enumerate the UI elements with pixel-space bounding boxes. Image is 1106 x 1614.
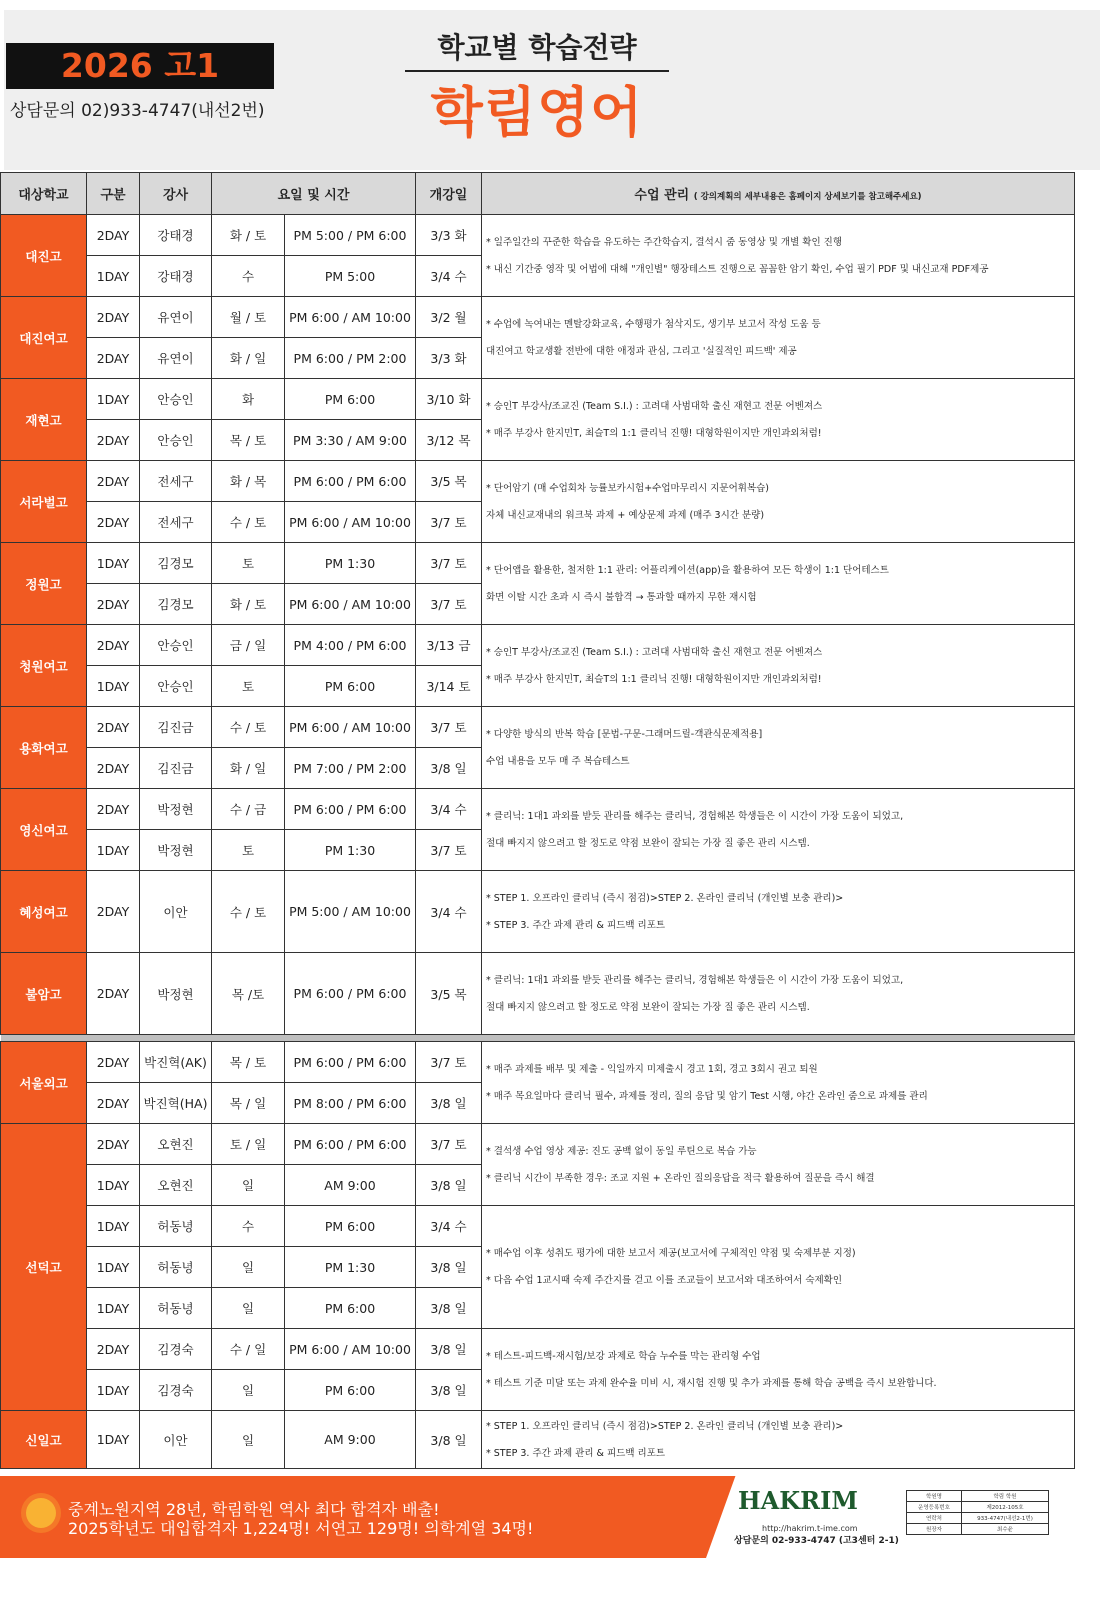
teacher-cell: 김진금	[140, 707, 212, 748]
days-cell: 일	[212, 1247, 285, 1288]
type-cell: 1DAY	[87, 1370, 140, 1411]
table-row	[1, 1411, 1075, 1469]
time-cell: PM 6:00 / AM 10:00	[285, 707, 416, 748]
type-cell: 2DAY	[87, 748, 140, 789]
start-cell: 3/8 일	[416, 1370, 482, 1411]
license-cell: 학림 학원	[962, 1491, 1049, 1502]
type-cell: 1DAY	[87, 1165, 140, 1206]
start-cell: 3/8 일	[416, 1411, 482, 1469]
teacher-cell: 박정현	[140, 830, 212, 871]
teacher-cell: 강태경	[140, 256, 212, 297]
footer-line-2: 2025학년도 대입합격자 1,224명! 서연고 129명! 의학계열 34명!	[68, 1519, 534, 1538]
type-cell: 1DAY	[87, 543, 140, 584]
start-cell: 3/12 목	[416, 420, 482, 461]
website-link[interactable]: http://hakrim.t-ime.com	[762, 1524, 858, 1533]
management-line: * STEP 3. 주간 과제 관리 & 피드백 리포트	[486, 1447, 666, 1459]
type-cell: 2DAY	[87, 1124, 140, 1165]
type-cell: 2DAY	[87, 297, 140, 338]
time-cell: AM 9:00	[285, 1411, 416, 1469]
time-cell: PM 5:00 / AM 10:00	[285, 871, 416, 953]
teacher-cell: 박진혁(AK)	[140, 1042, 212, 1083]
type-cell: 2DAY	[87, 215, 140, 256]
footer-line-1: 중계노원지역 28년, 학림학원 역사 최다 합격자 배출!	[68, 1500, 440, 1519]
type-cell: 1DAY	[87, 830, 140, 871]
type-cell: 2DAY	[87, 953, 140, 1035]
table-header-row	[1, 173, 1075, 215]
management-cell	[482, 379, 1075, 461]
license-row	[907, 1502, 1049, 1513]
teacher-cell: 오현진	[140, 1124, 212, 1165]
time-cell: PM 1:30	[285, 830, 416, 871]
teacher-cell: 이안	[140, 1411, 212, 1469]
management-cell	[482, 953, 1075, 1035]
time-cell: PM 6:00	[285, 1370, 416, 1411]
management-line: * 내신 기간중 영작 및 어법에 대해 "개인별" 행장테스트 진행으로 꼼꼼한 암기 확인, 수업 필기 PDF 및 내신교재 PDF제공	[486, 263, 989, 275]
days-cell: 토	[212, 543, 285, 584]
teacher-cell: 허동녕	[140, 1206, 212, 1247]
time-cell: PM 5:00	[285, 256, 416, 297]
type-cell: 2DAY	[87, 625, 140, 666]
management-line: * 테스트-피드백-재시험/보강 과제로 학습 누수를 막는 관리형 수업	[486, 1350, 761, 1362]
management-line: 수업 내용을 모두 매 주 복습테스트	[486, 755, 630, 767]
start-cell: 3/2 월	[416, 297, 482, 338]
management-line: * 단어앱을 활용한, 철저한 1:1 관리: 어플리케이션(app)을 활용하여 모든 학생이 1:1 단어테스트	[486, 564, 889, 576]
teacher-cell: 유연이	[140, 338, 212, 379]
col-schedule: 요일 및 시간	[212, 173, 416, 215]
days-cell: 목 / 일	[212, 1083, 285, 1124]
teacher-cell: 박진혁(HA)	[140, 1083, 212, 1124]
time-cell: PM 4:00 / PM 6:00	[285, 625, 416, 666]
school-cell: 신일고	[1, 1411, 87, 1469]
management-line: * 클리닉: 1대1 과외를 받듯 관리를 해주는 클리닉, 경험해본 학생들은 이 시간이 가장 도움이 되었고,	[486, 810, 904, 822]
type-cell: 2DAY	[87, 338, 140, 379]
footer	[0, 1472, 1106, 1614]
sun-icon	[26, 1498, 56, 1528]
teacher-cell: 김경숙	[140, 1329, 212, 1370]
time-cell: PM 6:00 / AM 10:00	[285, 584, 416, 625]
table-row	[1, 1206, 1075, 1247]
type-cell: 2DAY	[87, 1042, 140, 1083]
management-line: * 승인T 부강사/조교진 (Team S.I.) : 고려대 사범대학 출신 재현고 전문 어벤져스	[486, 646, 823, 658]
type-cell: 2DAY	[87, 584, 140, 625]
management-line: 절대 빠지지 않으려고 할 정도로 약점 보완이 잘되는 가장 질 좋은 관리 시스템.	[486, 1001, 810, 1013]
teacher-cell: 김경숙	[140, 1370, 212, 1411]
year-badge: 2026 고1	[6, 43, 274, 89]
type-cell: 2DAY	[87, 1083, 140, 1124]
time-cell: AM 9:00	[285, 1165, 416, 1206]
management-line: 절대 빠지지 않으려고 할 정도로 약점 보완이 잘되는 가장 질 좋은 관리 시스템.	[486, 837, 810, 849]
days-cell: 금 / 일	[212, 625, 285, 666]
schedule-table	[0, 172, 1075, 1469]
management-line: * 매주 목요일마다 클리닉 필수, 과제를 정리, 질의 응답 및 암기 Test 시행, 야간 온라인 줌으로 과제를 관리	[486, 1090, 928, 1102]
start-cell: 3/7 토	[416, 830, 482, 871]
school-cell: 대진여고	[1, 297, 87, 379]
type-cell: 2DAY	[87, 789, 140, 830]
days-cell: 목 / 토	[212, 420, 285, 461]
management-line: * 클리닉: 1대1 과외를 받듯 관리를 해주는 클리닉, 경험해본 학생들은 이 시간이 가장 도움이 되었고,	[486, 974, 904, 986]
time-cell: PM 6:00 / PM 6:00	[285, 461, 416, 502]
management-line: * 매주 부강사 한지민T, 최슬T의 1:1 클리닉 진행! 대형학원이지만 개인과외처럼!	[486, 673, 822, 685]
teacher-cell: 허동녕	[140, 1247, 212, 1288]
col-teacher: 강사	[140, 173, 212, 215]
management-line: * 매주 과제를 배부 및 제출 - 익일까지 미제출시 경고 1회, 경고 3회시 권고 퇴원	[486, 1063, 818, 1075]
time-cell: PM 6:00	[285, 1288, 416, 1329]
start-cell: 3/14 토	[416, 666, 482, 707]
col-management: 수업 관리 ( 강의계획의 세부내용은 홈페이지 상세보기를 참고해주세요)	[482, 173, 1075, 215]
management-line: 화면 이탈 시간 초과 시 즉시 불합격 → 통과할 때까지 무한 재시험	[486, 591, 757, 603]
school-cell: 서라벌고	[1, 461, 87, 543]
days-cell: 수 / 토	[212, 502, 285, 543]
days-cell: 토 / 일	[212, 1124, 285, 1165]
management-line: * STEP 1. 오프라인 클리닉 (즉시 점검)>STEP 2. 온라인 클리닉 (개인별 보충 관리)>	[486, 1420, 844, 1432]
start-cell: 3/13 금	[416, 625, 482, 666]
school-cell: 선덕고	[1, 1124, 87, 1411]
time-cell: PM 6:00 / AM 10:00	[285, 1329, 416, 1370]
start-cell: 3/7 토	[416, 707, 482, 748]
type-cell: 1DAY	[87, 1288, 140, 1329]
start-cell: 3/4 수	[416, 256, 482, 297]
start-cell: 3/5 목	[416, 953, 482, 1035]
time-cell: PM 6:00 / PM 6:00	[285, 1124, 416, 1165]
start-cell: 3/8 일	[416, 748, 482, 789]
teacher-cell: 안승인	[140, 379, 212, 420]
license-table	[906, 1490, 1049, 1535]
days-cell: 화	[212, 379, 285, 420]
school-cell: 재현고	[1, 379, 87, 461]
section-divider	[1, 1035, 1075, 1042]
management-cell	[482, 215, 1075, 297]
management-line: * 매수업 이후 성취도 평가에 대한 보고서 제공(보고서에 구체적인 약점 및 숙제부분 지정)	[486, 1248, 856, 1259]
teacher-cell: 박정현	[140, 789, 212, 830]
start-cell: 3/4 수	[416, 789, 482, 830]
school-cell: 용화여고	[1, 707, 87, 789]
table-row	[1, 789, 1075, 830]
start-cell: 3/7 토	[416, 584, 482, 625]
start-cell: 3/8 일	[416, 1288, 482, 1329]
license-row	[907, 1513, 1049, 1524]
days-cell: 수 / 토	[212, 707, 285, 748]
start-cell: 3/4 수	[416, 1206, 482, 1247]
type-cell: 1DAY	[87, 666, 140, 707]
table-row	[1, 543, 1075, 584]
time-cell: PM 1:30	[285, 543, 416, 584]
days-cell: 일	[212, 1165, 285, 1206]
days-cell: 목 /토	[212, 953, 285, 1035]
start-cell: 3/10 화	[416, 379, 482, 420]
start-cell: 3/8 일	[416, 1165, 482, 1206]
management-cell	[482, 543, 1075, 625]
management-line: * 다양한 방식의 반복 학습 [문법-구문-그래머드릴-객관식문제적용]	[486, 728, 763, 740]
days-cell: 수 / 토	[212, 871, 285, 953]
start-cell: 3/8 일	[416, 1083, 482, 1124]
table-row	[1, 707, 1075, 748]
license-cell: 최수윤	[962, 1524, 1049, 1535]
management-line: * 결석생 수업 영상 제공: 진도 공백 없이 동일 루틴으로 복습 가능	[486, 1145, 757, 1157]
table-row	[1, 953, 1075, 1035]
time-cell: PM 6:00 / PM 6:00	[285, 789, 416, 830]
management-line: * 승인T 부강사/조교진 (Team S.I.) : 고려대 사범대학 출신 재현고 전문 어벤져스	[486, 400, 823, 412]
table-row	[1, 215, 1075, 256]
license-row	[907, 1491, 1049, 1502]
type-cell: 2DAY	[87, 707, 140, 748]
school-cell: 정원고	[1, 543, 87, 625]
type-cell: 1DAY	[87, 1247, 140, 1288]
time-cell: PM 6:00	[285, 1206, 416, 1247]
type-cell: 1DAY	[87, 256, 140, 297]
time-cell: PM 6:00 / PM 6:00	[285, 953, 416, 1035]
start-cell: 3/7 토	[416, 502, 482, 543]
days-cell: 화 / 일	[212, 338, 285, 379]
days-cell: 화 / 토	[212, 584, 285, 625]
days-cell: 일	[212, 1370, 285, 1411]
management-line: 대진여고 학교생활 전반에 대한 애정과 관심, 그리고 '실질적인 피드백' 제공	[486, 345, 797, 357]
footer-text	[68, 1500, 533, 1538]
teacher-cell: 전세구	[140, 461, 212, 502]
days-cell: 일	[212, 1411, 285, 1469]
license-cell: 운영등록번호	[907, 1502, 962, 1513]
table-row	[1, 297, 1075, 338]
time-cell: PM 6:00	[285, 666, 416, 707]
table-row	[1, 1042, 1075, 1083]
time-cell: PM 6:00 / AM 10:00	[285, 502, 416, 543]
teacher-cell: 안승인	[140, 625, 212, 666]
footer-phone: 상담문의 02-933-4747 (고3센터 2-1)	[734, 1536, 899, 1546]
management-cell	[482, 871, 1075, 953]
teacher-cell: 김경모	[140, 543, 212, 584]
start-cell: 3/5 목	[416, 461, 482, 502]
days-cell: 일	[212, 1288, 285, 1329]
teacher-cell: 이안	[140, 871, 212, 953]
teacher-cell: 전세구	[140, 502, 212, 543]
days-cell: 토	[212, 830, 285, 871]
school-cell: 영신여고	[1, 789, 87, 871]
management-cell	[482, 461, 1075, 543]
table-row	[1, 461, 1075, 502]
time-cell: PM 8:00 / PM 6:00	[285, 1083, 416, 1124]
license-cell: 연락처	[907, 1513, 962, 1524]
page-title: 학교별 학습전략	[405, 26, 669, 72]
col-start: 개강일	[416, 173, 482, 215]
start-cell: 3/7 토	[416, 1042, 482, 1083]
days-cell: 목 / 토	[212, 1042, 285, 1083]
school-cell: 서울외고	[1, 1042, 87, 1124]
school-cell: 청원여고	[1, 625, 87, 707]
teacher-cell: 박정현	[140, 953, 212, 1035]
management-cell	[482, 1329, 1075, 1411]
type-cell: 1DAY	[87, 1411, 140, 1469]
teacher-cell: 김경모	[140, 584, 212, 625]
management-cell	[482, 1042, 1075, 1124]
days-cell: 수 / 금	[212, 789, 285, 830]
management-cell	[482, 625, 1075, 707]
management-line: * 테스트 기준 미달 또는 과제 완수율 미비 시, 재시험 진행 및 추가 과제를 통해 학습 공백을 즉시 보완합니다.	[486, 1377, 937, 1389]
col-school: 대상학교	[1, 173, 87, 215]
start-cell: 3/8 일	[416, 1329, 482, 1370]
days-cell: 수	[212, 1206, 285, 1247]
license-cell: 학원명	[907, 1491, 962, 1502]
management-cell	[482, 707, 1075, 789]
start-cell: 3/7 토	[416, 1124, 482, 1165]
table-row	[1, 379, 1075, 420]
type-cell: 2DAY	[87, 420, 140, 461]
school-cell: 불암고	[1, 953, 87, 1035]
management-note: ( 강의계획의 세부내용은 홈페이지 상세보기를 참고해주세요)	[693, 192, 922, 202]
table-row	[1, 871, 1075, 953]
management-line: * STEP 1. 오프라인 클리닉 (즉시 점검)>STEP 2. 온라인 클리닉 (개인별 보충 관리)>	[486, 892, 844, 904]
teacher-cell: 안승인	[140, 420, 212, 461]
type-cell: 1DAY	[87, 379, 140, 420]
time-cell: PM 7:00 / PM 2:00	[285, 748, 416, 789]
management-line: * 단어암기 (매 수업회차 능률보카시험+수업마무리시 지문어휘복습)	[486, 482, 770, 494]
time-cell: PM 5:00 / PM 6:00	[285, 215, 416, 256]
table-row	[1, 625, 1075, 666]
start-cell: 3/4 수	[416, 871, 482, 953]
days-cell: 화 / 목	[212, 461, 285, 502]
teacher-cell: 안승인	[140, 666, 212, 707]
time-cell: PM 3:30 / AM 9:00	[285, 420, 416, 461]
management-cell	[482, 789, 1075, 871]
management-line: * 클리닉 시간이 부족한 경우: 조교 지원 + 온라인 질의응답을 적극 활용하여 질문을 즉시 해결	[486, 1172, 875, 1184]
license-cell: 원장자	[907, 1524, 962, 1535]
days-cell: 수	[212, 256, 285, 297]
teacher-cell: 허동녕	[140, 1288, 212, 1329]
type-cell: 1DAY	[87, 1206, 140, 1247]
teacher-cell: 김진금	[140, 748, 212, 789]
days-cell: 화 / 일	[212, 748, 285, 789]
license-cell: 제2012-105호	[962, 1502, 1049, 1513]
teacher-cell: 오현진	[140, 1165, 212, 1206]
management-cell	[482, 1411, 1075, 1469]
management-line: * 일주일간의 꾸준한 학습을 유도하는 주간학습지, 결석시 줌 동영상 및 개별 확인 진행	[486, 236, 843, 248]
brand-name: 학림영어	[430, 81, 644, 144]
management-cell	[482, 1124, 1075, 1206]
time-cell: PM 6:00	[285, 379, 416, 420]
type-cell: 2DAY	[87, 1329, 140, 1370]
management-line: * 다음 수업 1교시때 숙제 주간지를 걷고 이를 조교들이 보고서와 대조하여서 숙제확인	[486, 1275, 843, 1286]
license-row	[907, 1524, 1049, 1535]
type-cell: 2DAY	[87, 871, 140, 953]
hakrim-logo: HAKRIM	[738, 1486, 858, 1515]
table-row	[1, 1124, 1075, 1165]
start-cell: 3/3 화	[416, 338, 482, 379]
days-cell: 월 / 토	[212, 297, 285, 338]
management-cell	[482, 1206, 1075, 1329]
table-row	[1, 1329, 1075, 1370]
teacher-cell: 유연이	[140, 297, 212, 338]
time-cell: PM 6:00 / PM 6:00	[285, 1042, 416, 1083]
start-cell: 3/7 토	[416, 543, 482, 584]
days-cell: 토	[212, 666, 285, 707]
start-cell: 3/3 화	[416, 215, 482, 256]
license-cell: 933-4747(내선2-1번)	[962, 1513, 1049, 1524]
time-cell: PM 6:00 / AM 10:00	[285, 297, 416, 338]
management-line: * 수업에 녹여내는 멘탈강화교육, 수행평가 첨삭지도, 생기부 보고서 작성 도움 등	[486, 318, 821, 330]
school-cell: 혜성여고	[1, 871, 87, 953]
management-line: 자체 내신교재내의 워크북 과제 + 예상문제 과제 (매주 3시간 분량)	[486, 509, 765, 521]
days-cell: 수 / 일	[212, 1329, 285, 1370]
days-cell: 화 / 토	[212, 215, 285, 256]
time-cell: PM 6:00 / PM 2:00	[285, 338, 416, 379]
management-line: * 매주 부강사 한지민T, 최슬T의 1:1 클리닉 진행! 대형학원이지만 개인과외처럼!	[486, 427, 822, 439]
col-type: 구분	[87, 173, 140, 215]
management-cell	[482, 297, 1075, 379]
management-line: * STEP 3. 주간 과제 관리 & 피드백 리포트	[486, 919, 666, 931]
contact-text: 상담문의 02)933-4747(내선2번)	[10, 101, 265, 121]
type-cell: 2DAY	[87, 502, 140, 543]
start-cell: 3/8 일	[416, 1247, 482, 1288]
school-cell: 대진고	[1, 215, 87, 297]
teacher-cell: 강태경	[140, 215, 212, 256]
type-cell: 2DAY	[87, 461, 140, 502]
time-cell: PM 1:30	[285, 1247, 416, 1288]
